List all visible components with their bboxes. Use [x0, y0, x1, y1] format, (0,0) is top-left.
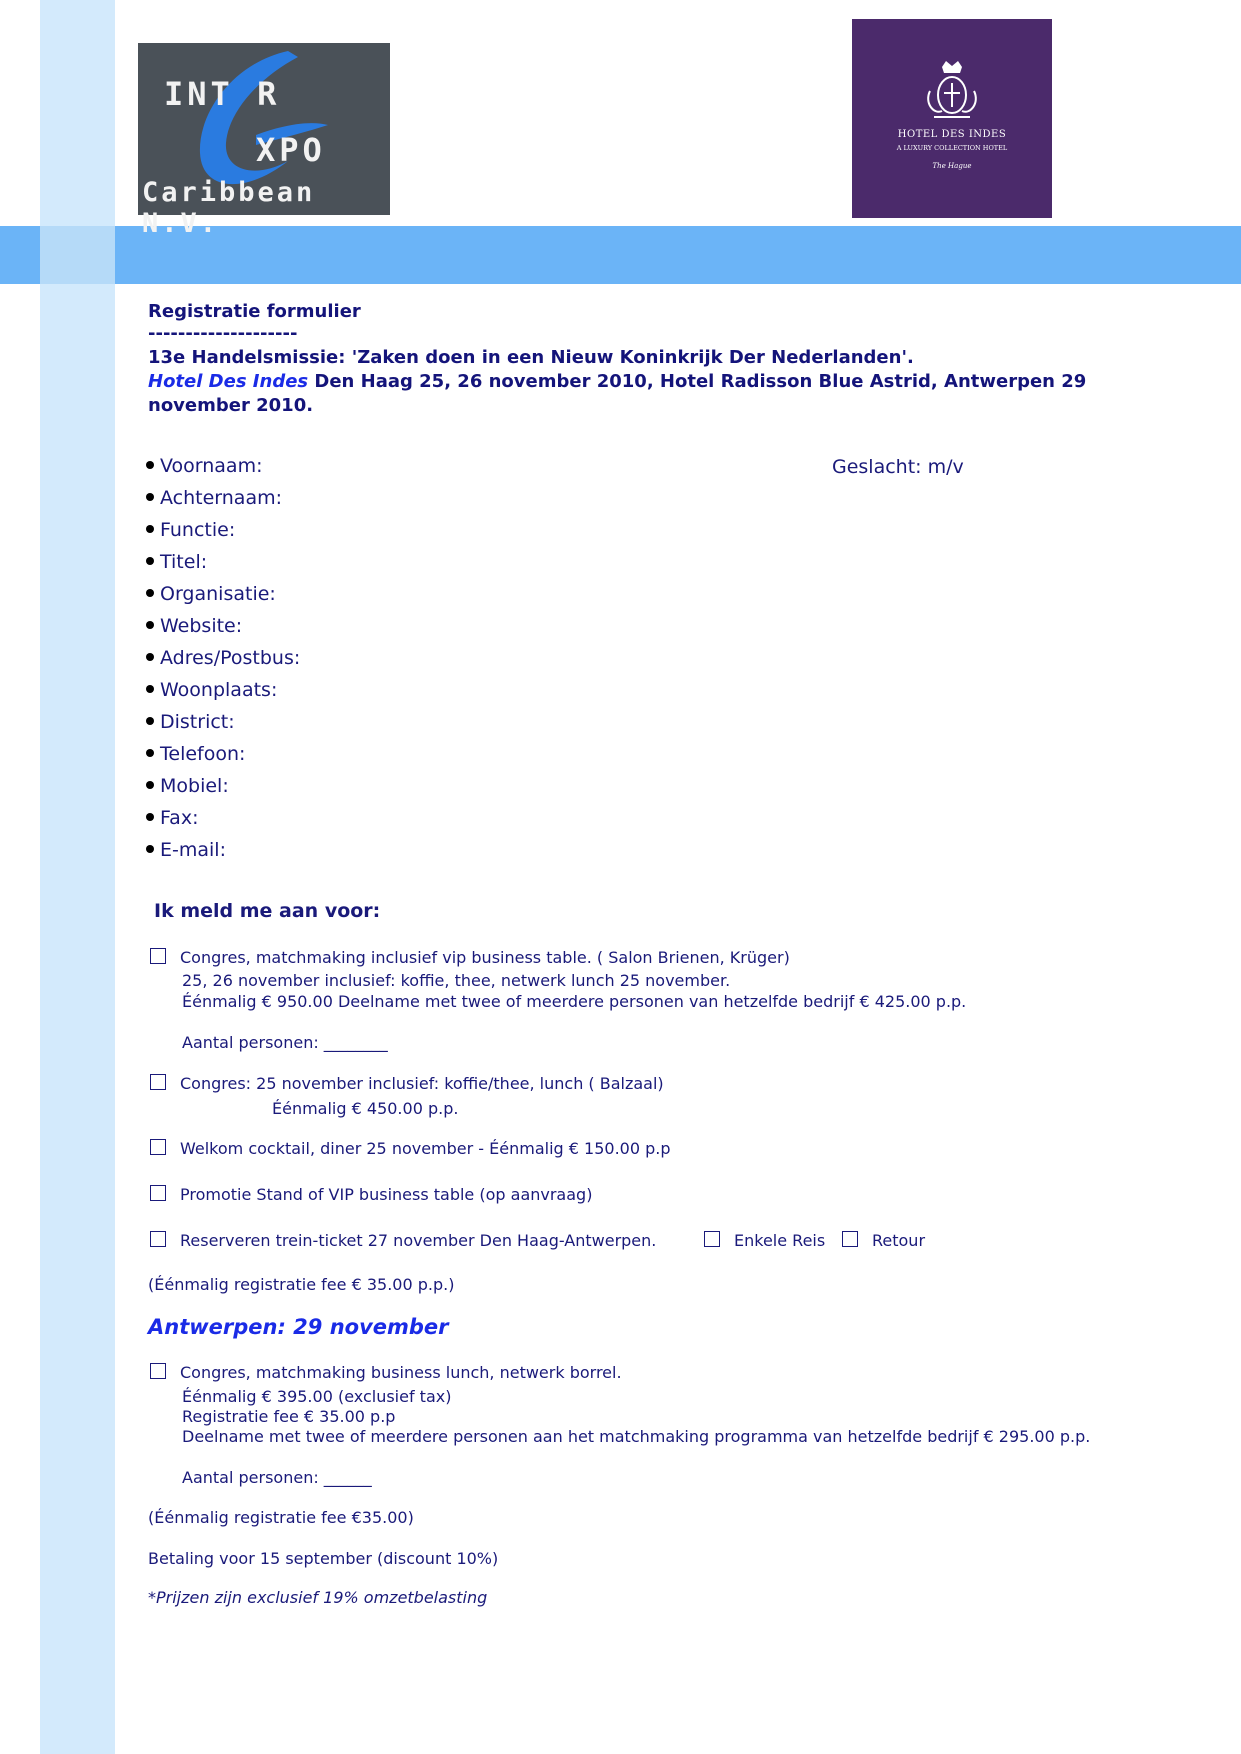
hotel-des-indes-logo: [852, 19, 1052, 218]
option-welkom-cocktail[interactable]: Welkom cocktail, diner 25 november - Éénmalig € 150.00 p.p: [150, 1138, 671, 1159]
bullet-icon: [146, 621, 154, 629]
field-mobiel[interactable]: Mobiel:: [146, 775, 300, 807]
venue-line: [148, 370, 1086, 394]
gender-field[interactable]: Geslacht: m/v: [832, 456, 964, 478]
mission-title: 13e Handelsmissie: 'Zaken doen in een Nieuw Koninkrijk Der Nederlanden'.: [148, 347, 914, 368]
checkbox-icon[interactable]: [704, 1231, 720, 1247]
checkbox-icon[interactable]: [150, 1139, 166, 1155]
signup-heading: Ik meld me aan voor:: [154, 900, 381, 922]
field-district[interactable]: District:: [146, 711, 300, 743]
venue-details: Den Haag 25, 26 november 2010, Hotel Radisson Blue Astrid, Antwerpen 29: [308, 371, 1087, 392]
persons-count-input[interactable]: Aantal personen: ________: [182, 1033, 388, 1052]
bullet-icon: [146, 653, 154, 661]
field-titel[interactable]: Titel:: [146, 551, 300, 583]
crest-icon: [924, 61, 980, 123]
bullet-icon: [146, 749, 154, 757]
bullet-icon: [146, 813, 154, 821]
checkbox-icon[interactable]: [842, 1231, 858, 1247]
field-woonplaats[interactable]: Woonplaats:: [146, 679, 300, 711]
bullet-icon: [146, 557, 154, 565]
form-title: Registratie formulier: [148, 301, 361, 322]
hotel-subtitle: A LUXURY COLLECTION HOTEL: [896, 144, 1008, 152]
logo-text-expo: XPO: [256, 131, 326, 169]
checkbox-icon[interactable]: [150, 948, 166, 964]
antwerpen-fee-note: (Éénmalig registratie fee €35.00): [148, 1508, 414, 1527]
header-band-corner: [40, 226, 115, 284]
field-adres[interactable]: Adres/Postbus:: [146, 647, 300, 679]
antwerpen-price: Éénmalig € 395.00 (exclusief tax): [182, 1387, 452, 1406]
vat-note: *Prijzen zijn exclusief 19% omzetbelasting: [148, 1588, 488, 1607]
checkbox-icon[interactable]: [150, 1363, 166, 1379]
checkbox-icon[interactable]: [150, 1231, 166, 1247]
option-trein-ticket[interactable]: Reserveren trein-ticket 27 november Den Haag-Antwerpen.: [150, 1230, 656, 1251]
venue-hotel-name: Hotel Des Indes: [148, 371, 309, 392]
option-congres-vip[interactable]: Congres, matchmaking inclusief vip business table. ( Salon Brienen, Krüger): [150, 947, 790, 968]
field-organisatie[interactable]: Organisatie:: [146, 583, 300, 615]
option-promotie-stand[interactable]: Promotie Stand of VIP business table (op aanvraag): [150, 1184, 592, 1205]
venue-line-2: november 2010.: [148, 395, 314, 416]
field-website[interactable]: Website:: [146, 615, 300, 647]
field-fax[interactable]: Fax:: [146, 807, 300, 839]
option-congres-vip-price: Éénmalig € 950.00 Deelname met twee of meerdere personen van hetzelfde bedrijf € 425.00 p.p.: [182, 992, 967, 1011]
antwerpen-group-price: Deelname met twee of meerdere personen aan het matchmaking programma van hetzelfde bedrijf € 295.00 p.p.: [182, 1427, 1091, 1446]
registration-fee-note: (Éénmalig registratie fee € 35.00 p.p.): [148, 1275, 455, 1294]
bullet-icon: [146, 461, 154, 469]
interexpo-logo: [138, 43, 390, 239]
bullet-icon: [146, 493, 154, 501]
field-voornaam[interactable]: Voornaam:: [146, 455, 300, 487]
field-telefoon[interactable]: Telefoon:: [146, 743, 300, 775]
field-functie[interactable]: Functie:: [146, 519, 300, 551]
option-congres-balzaal-price: Éénmalig € 450.00 p.p.: [272, 1099, 459, 1118]
logo-text-inter: INT R: [164, 75, 281, 113]
bullet-icon: [146, 717, 154, 725]
option-congres-vip-details: 25, 26 november inclusief: koffie, thee, netwerk lunch 25 november.: [182, 971, 731, 990]
bullet-icon: [146, 685, 154, 693]
title-divider: --------------------: [148, 323, 298, 344]
antwerpen-title: Antwerpen: 29 november: [148, 1315, 449, 1339]
checkbox-icon[interactable]: [150, 1074, 166, 1090]
antwerpen-registration-fee: Registratie fee € 35.00 p.p: [182, 1407, 396, 1426]
option-antwerpen-congres[interactable]: Congres, matchmaking business lunch, netwerk borrel.: [150, 1362, 622, 1383]
field-email[interactable]: E-mail:: [146, 839, 300, 871]
bullet-icon: [146, 525, 154, 533]
option-retour[interactable]: Retour: [842, 1230, 925, 1251]
payment-note: Betaling voor 15 september (discount 10%): [148, 1549, 499, 1568]
option-enkele-reis[interactable]: Enkele Reis: [704, 1230, 825, 1251]
field-achternaam[interactable]: Achternaam:: [146, 487, 300, 519]
bullet-icon: [146, 781, 154, 789]
bullet-icon: [146, 845, 154, 853]
bullet-icon: [146, 589, 154, 597]
checkbox-icon[interactable]: [150, 1185, 166, 1201]
hotel-name: HOTEL DES INDES: [897, 129, 1007, 140]
logo-text-caribbean: Caribbean N.V.: [142, 177, 316, 239]
antwerpen-persons-input[interactable]: Aantal personen: ______: [182, 1468, 372, 1487]
hotel-city: The Hague: [932, 162, 972, 170]
option-congres-balzaal[interactable]: Congres: 25 november inclusief: koffie/thee, lunch ( Balzaal): [150, 1073, 664, 1094]
registration-fields: [146, 455, 300, 871]
